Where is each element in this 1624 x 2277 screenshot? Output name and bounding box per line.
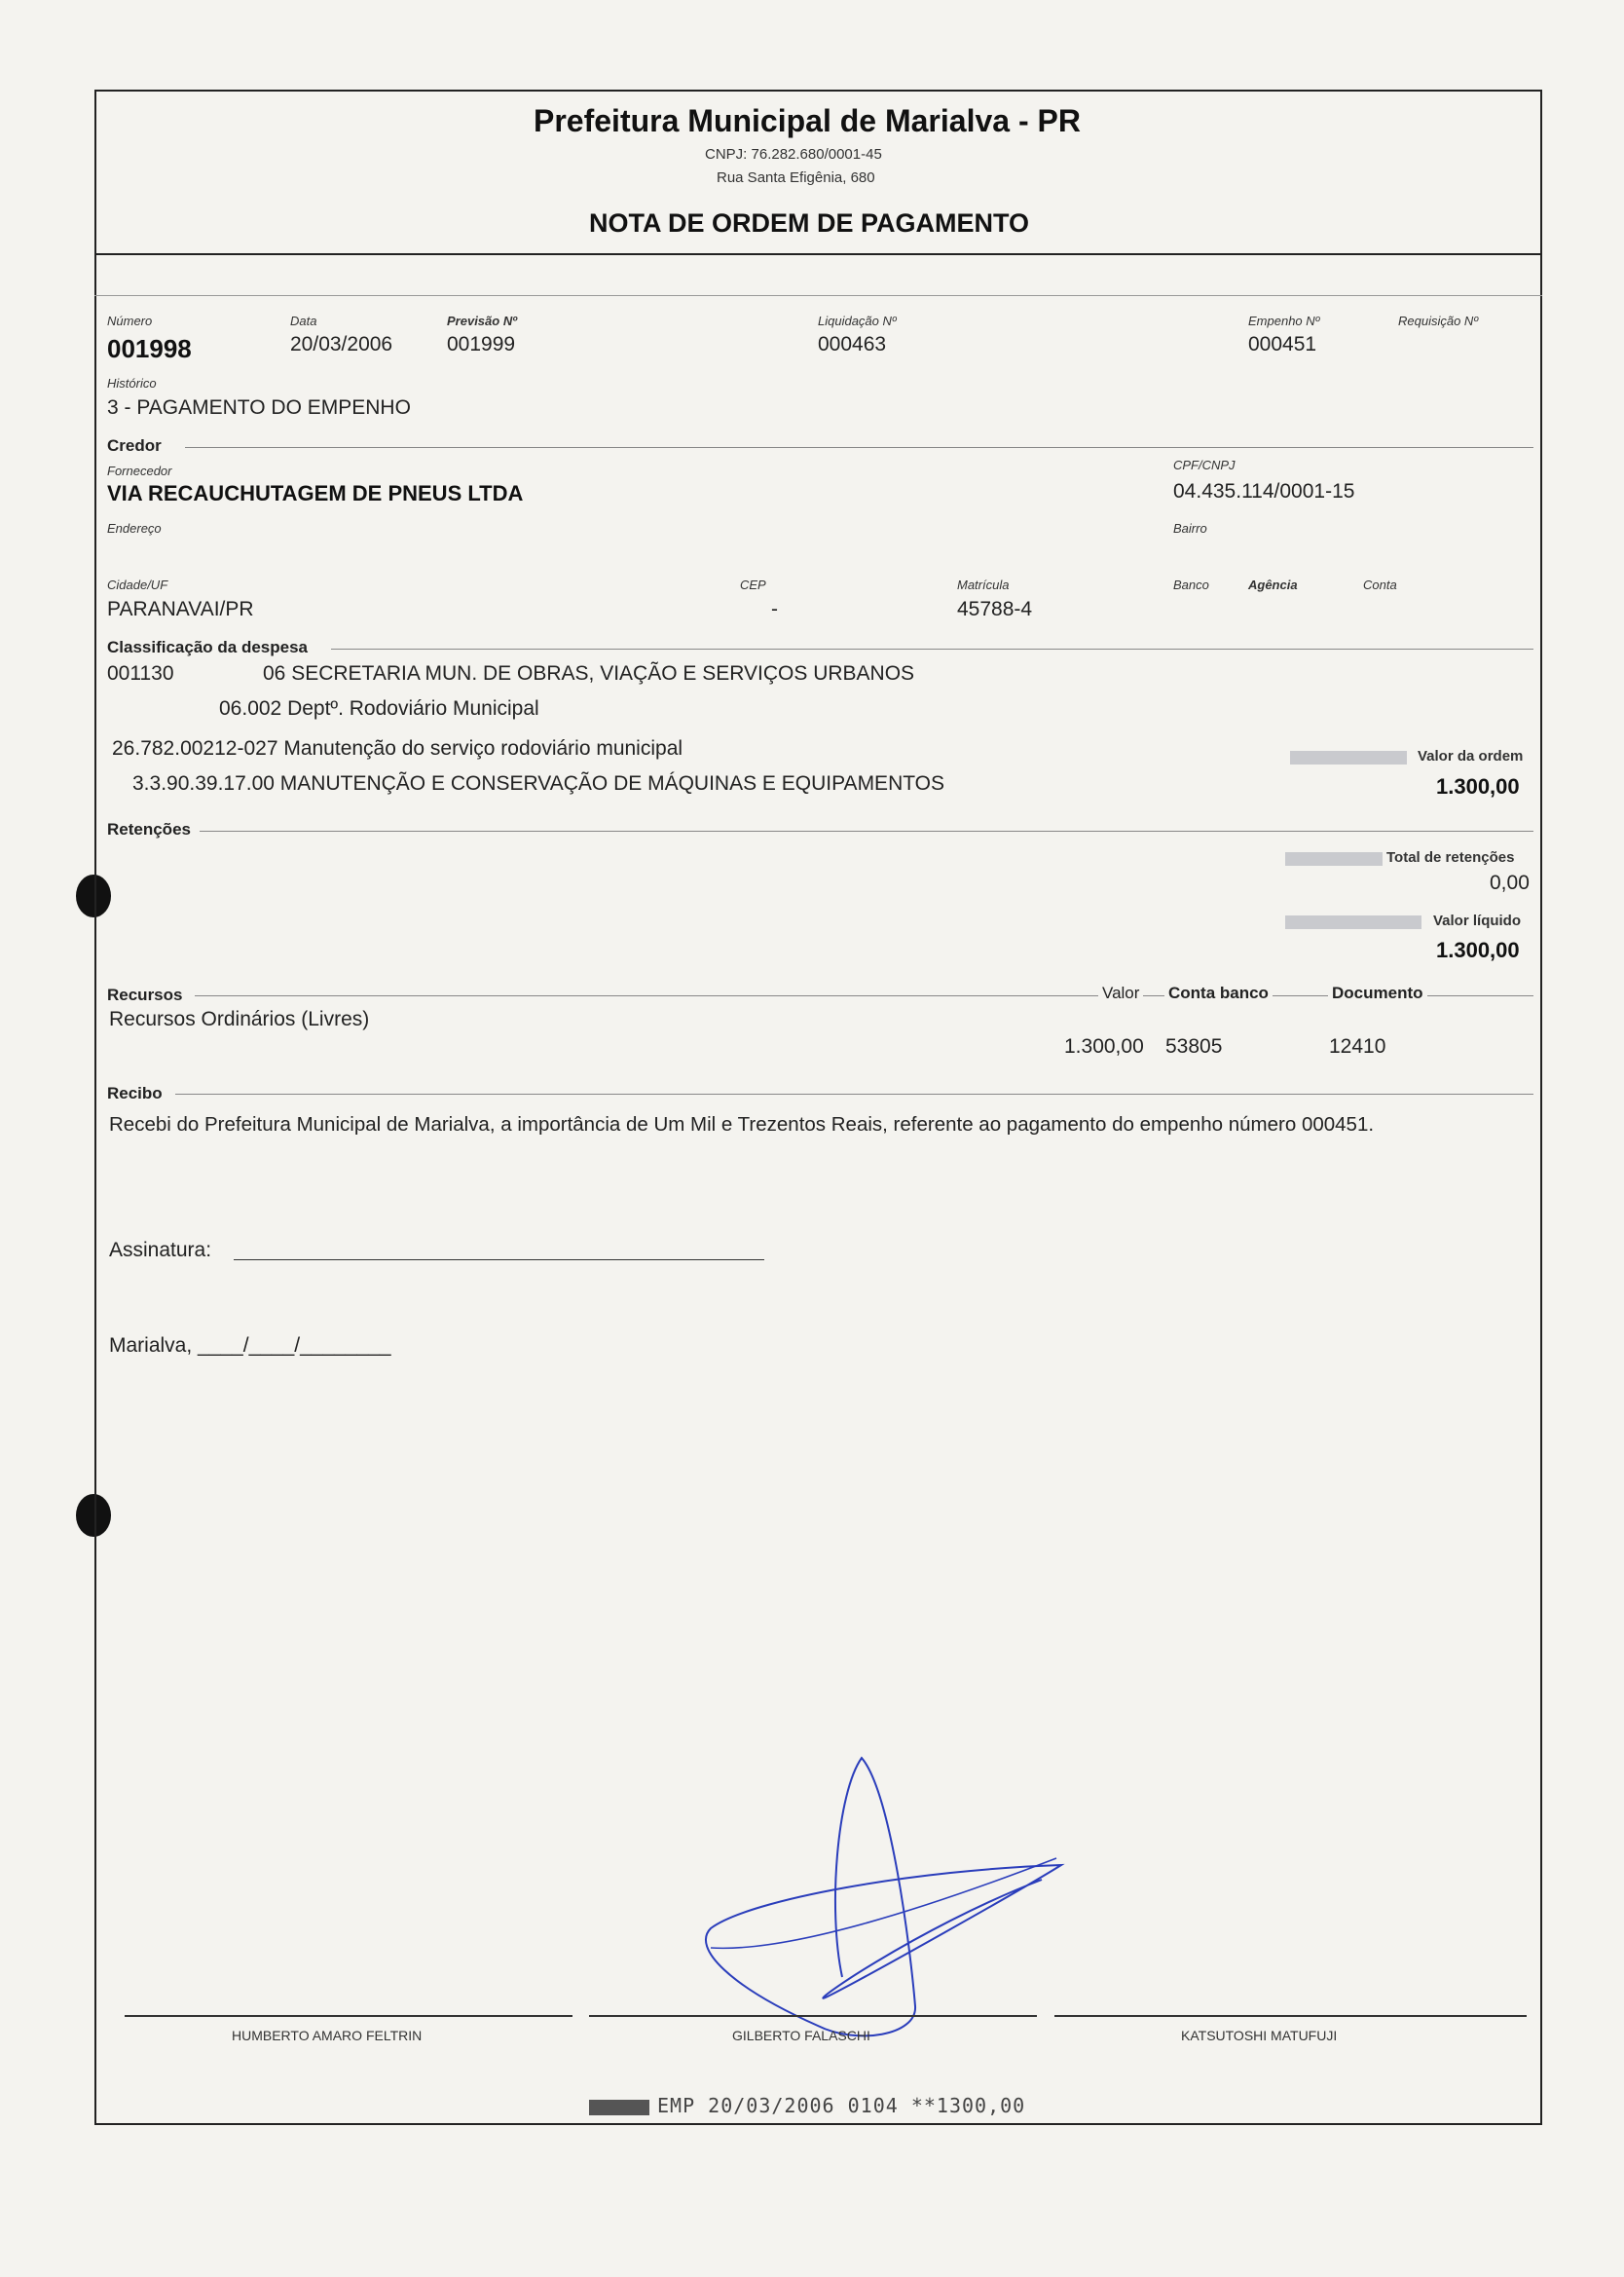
signatory-3: KATSUTOSHI MATUFUJI bbox=[1181, 2028, 1338, 2043]
stamp-text: EMP 20/03/2006 0104 **1300,00 bbox=[657, 2094, 1026, 2117]
retencoes-divider bbox=[200, 831, 1533, 832]
local-data: Marialva, ____/____/________ bbox=[109, 1334, 391, 1357]
signatory-2: GILBERTO FALASCHI bbox=[732, 2028, 870, 2043]
valor-ordem-shade bbox=[1290, 751, 1407, 765]
previsao-value: 001999 bbox=[447, 333, 516, 355]
credor-section-label: Credor bbox=[107, 436, 162, 455]
numero-label: Número bbox=[107, 314, 153, 328]
print-stamp bbox=[589, 2094, 1025, 2117]
fornecedor-label: Fornecedor bbox=[107, 464, 172, 478]
retencoes-section-label: Retenções bbox=[107, 820, 191, 839]
total-retencoes-shade bbox=[1285, 852, 1383, 866]
credor-divider bbox=[185, 447, 1533, 448]
recursos-valor: 1.300,00 bbox=[1064, 1035, 1144, 1058]
handwritten-signature bbox=[672, 1753, 1081, 2074]
valor-liquido-shade bbox=[1285, 915, 1421, 929]
requisicao-label: Requisição Nº bbox=[1398, 314, 1479, 328]
cpf-cnpj-value: 04.435.114/0001-15 bbox=[1173, 480, 1355, 503]
liquidacao-label: Liquidação Nº bbox=[818, 314, 897, 328]
classificacao-elemento: 3.3.90.39.17.00 MANUTENÇÃO E CONSERVAÇÃO DE MÁQUINAS E EQUIPAMENTOS bbox=[132, 772, 945, 795]
classificacao-codigo: 001130 bbox=[107, 662, 174, 685]
data-value: 20/03/2006 bbox=[290, 333, 393, 355]
banco-label: Banco bbox=[1173, 578, 1209, 592]
recursos-descricao: Recursos Ordinários (Livres) bbox=[109, 1008, 370, 1030]
recursos-conta: 53805 bbox=[1165, 1035, 1223, 1058]
matricula-value: 45788-4 bbox=[957, 598, 1033, 620]
recursos-documento: 12410 bbox=[1329, 1035, 1386, 1058]
empenho-value: 000451 bbox=[1248, 333, 1317, 355]
recursos-section-label: Recursos bbox=[107, 986, 183, 1004]
matricula-label: Matrícula bbox=[957, 578, 1010, 592]
historico-label: Histórico bbox=[107, 376, 157, 391]
assinatura-line bbox=[234, 1259, 764, 1260]
signatory-1: HUMBERTO AMARO FELTRIN bbox=[232, 2028, 423, 2043]
classificacao-section-label: Classificação da despesa bbox=[107, 638, 309, 656]
signature-line-1 bbox=[125, 2015, 572, 2017]
valor-liquido-value: 1.300,00 bbox=[1436, 938, 1520, 962]
signature-line-3 bbox=[1054, 2015, 1527, 2017]
classificacao-unidade: 06.002 Deptº. Rodoviário Municipal bbox=[219, 697, 539, 720]
header-cnpj: CNPJ: 76.282.680/0001-45 bbox=[705, 146, 882, 163]
fornecedor-value: VIA RECAUCHUTAGEM DE PNEUS LTDA bbox=[107, 481, 524, 505]
recibo-divider bbox=[175, 1094, 1533, 1095]
cep-label: CEP bbox=[740, 578, 766, 592]
recursos-valor-label: Valor bbox=[1098, 984, 1143, 1003]
recursos-documento-label: Documento bbox=[1328, 984, 1427, 1003]
signature-line-2 bbox=[589, 2015, 1037, 2017]
recibo-texto: Recebi do Prefeitura Municipal de Marialva, a importância de Um Mil e Trezentos Reais, referente ao pagamento do empenho número 000451. bbox=[109, 1113, 1375, 1136]
total-retencoes-label: Total de retenções bbox=[1386, 849, 1515, 866]
previsao-label: Previsão Nº bbox=[447, 314, 517, 328]
section-divider bbox=[94, 295, 1542, 296]
cpf-cnpj-label: CPF/CNPJ bbox=[1173, 458, 1236, 472]
numero-value: 001998 bbox=[107, 334, 192, 363]
valor-ordem-label: Valor da ordem bbox=[1418, 748, 1524, 765]
header-divider bbox=[94, 253, 1542, 255]
bairro-label: Bairro bbox=[1173, 521, 1207, 536]
classificacao-orgao: 06 SECRETARIA MUN. DE OBRAS, VIAÇÃO E SERVIÇOS URBANOS bbox=[263, 662, 915, 685]
cidade-value: PARANAVAI/PR bbox=[107, 598, 254, 620]
total-retencoes-value: 0,00 bbox=[1490, 872, 1530, 894]
recibo-section-label: Recibo bbox=[107, 1084, 163, 1102]
valor-ordem-value: 1.300,00 bbox=[1436, 774, 1520, 799]
document-title: NOTA DE ORDEM DE PAGAMENTO bbox=[589, 208, 1030, 238]
conta-label: Conta bbox=[1363, 578, 1397, 592]
data-label: Data bbox=[290, 314, 317, 328]
valor-liquido-label: Valor líquido bbox=[1433, 913, 1522, 929]
classificacao-projeto: 26.782.00212-027 Manutenção do serviço rodoviário municipal bbox=[112, 737, 683, 760]
empenho-label: Empenho Nº bbox=[1248, 314, 1320, 328]
assinatura-label: Assinatura: bbox=[109, 1239, 212, 1261]
classificacao-divider bbox=[331, 649, 1533, 650]
endereco-label: Endereço bbox=[107, 521, 162, 536]
recursos-conta-label: Conta banco bbox=[1164, 984, 1273, 1003]
stamp-icon bbox=[589, 2100, 649, 2115]
header-title: Prefeitura Municipal de Marialva - PR bbox=[534, 103, 1081, 138]
liquidacao-value: 000463 bbox=[818, 333, 887, 355]
header-address: Rua Santa Efigênia, 680 bbox=[717, 169, 875, 186]
cidade-label: Cidade/UF bbox=[107, 578, 168, 592]
agencia-label: Agência bbox=[1248, 578, 1298, 592]
historico-value: 3 - PAGAMENTO DO EMPENHO bbox=[107, 396, 411, 419]
cep-value: - bbox=[771, 598, 778, 620]
